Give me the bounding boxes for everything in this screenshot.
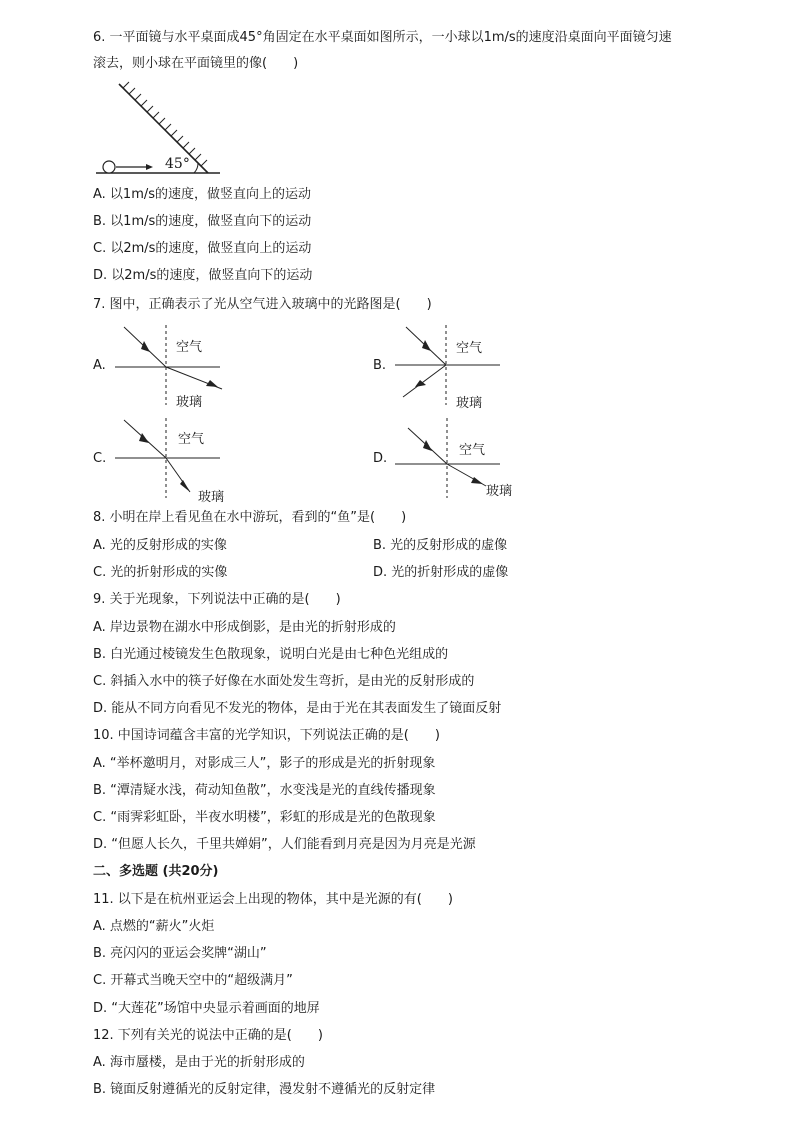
question-10-stem: 10. 中国诗词蕴含丰富的光学知识，下列说法正确的是( ) [93, 728, 440, 743]
diagram-a [110, 325, 230, 405]
q9-option-b: B. 白光通过棱镜发生色散现象，说明白光是由七种色光组成的 [93, 647, 449, 662]
diagram-d-air-label: 空气 [459, 443, 486, 458]
question-8-stem: 8. 小明在岸上看见鱼在水中游玩，看到的“鱼”是( ) [93, 510, 407, 525]
q12-option-a: A. 海市蜃楼，是由于光的折射形成的 [93, 1055, 305, 1070]
diagram-c-letter: C. [93, 451, 107, 466]
q8-option-d: D. 光的折射形成的虚像 [373, 565, 509, 580]
diagram-b-letter: B. [373, 358, 387, 373]
q10-option-d: D. “但愿人长久，千里共婵娟”，人们能看到月亮是因为月亮是光源 [93, 837, 476, 852]
diagram-c-air-label: 空气 [178, 432, 205, 447]
angle-label: 45° [165, 156, 190, 172]
velocity-arrow [146, 164, 153, 170]
diagram-b-air-label: 空气 [456, 341, 483, 356]
q10-option-c: C. “雨霁彩虹卧，半夜水明楼”，彩虹的形成是光的色散现象 [93, 810, 436, 825]
ball [103, 161, 115, 173]
q6-option-c: C. 以2m/s的速度，做竖直向上的运动 [93, 241, 312, 256]
q12-option-b: B. 镜面反射遵循光的反射定律，漫发射不遵循光的反射定律 [93, 1082, 436, 1097]
q10-option-a: A. “举杯邀明月，对影成三人”，影子的形成是光的折射现象 [93, 756, 436, 771]
q10-option-b: B. “潭清疑水浅，荷动知鱼散”，水变浅是光的直线传播现象 [93, 783, 436, 798]
question-6-stem-line1: 6. 一平面镜与水平桌面成45°角固定在水平桌面如图所示，一小球以1m/s的速度沿桌面向平面镜匀速 [93, 30, 672, 45]
q6-option-b: B. 以1m/s的速度，做竖直向下的运动 [93, 214, 312, 229]
q8-option-b: B. 光的反射形成的虚像 [373, 538, 508, 553]
question-9-stem: 9. 关于光现象，下列说法中正确的是( ) [93, 592, 341, 607]
diagram-d-letter: D. [373, 451, 388, 466]
q6-option-d: D. 以2m/s的速度，做竖直向下的运动 [93, 268, 313, 283]
question-11-stem: 11. 以下是在杭州亚运会上出现的物体，其中是光源的有( ) [93, 892, 453, 907]
q9-option-c: C. 斜插入水中的筷子好像在水面处发生弯折，是由光的反射形成的 [93, 674, 475, 689]
section-heading: 二、多选题 (共20分) [93, 864, 219, 879]
diagram-c-glass-label: 玻璃 [198, 490, 225, 505]
diagram-b [390, 325, 510, 405]
question-7-stem: 7. 图中，正确表示了光从空气进入玻璃中的光路图是( ) [93, 297, 432, 312]
q9-option-a: A. 岸边景物在湖水中形成倒影，是由光的折射形成的 [93, 620, 396, 635]
mirror-diagram [90, 80, 230, 180]
mirror-hatching [119, 82, 208, 173]
q11-option-c: C. 开幕式当晚天空中的“超级满月” [93, 973, 293, 988]
diagram-b-glass-label: 玻璃 [456, 396, 483, 411]
q11-option-a: A. 点燃的“薪火”火炬 [93, 919, 215, 934]
question-6-stem-line2: 滚去，则小球在平面镜里的像( ) [93, 56, 299, 71]
diagram-a-letter: A. [93, 358, 106, 373]
diagram-a-air-label: 空气 [176, 340, 203, 355]
q8-option-c: C. 光的折射形成的实像 [93, 565, 228, 580]
q9-option-d: D. 能从不同方向看见不发光的物体，是由于光在其表面发生了镜面反射 [93, 701, 502, 716]
diagram-a-glass-label: 玻璃 [176, 395, 203, 410]
q11-option-b: B. 亮闪闪的亚运会奖牌“湖山” [93, 946, 267, 961]
q8-option-a: A. 光的反射形成的实像 [93, 538, 227, 553]
q11-option-d: D. “大莲花”场馆中央显示着画面的地屏 [93, 1001, 320, 1016]
q6-option-a: A. 以1m/s的速度，做竖直向上的运动 [93, 187, 312, 202]
question-12-stem: 12. 下列有关光的说法中正确的是( ) [93, 1028, 323, 1043]
diagram-d-glass-label: 玻璃 [486, 484, 513, 499]
